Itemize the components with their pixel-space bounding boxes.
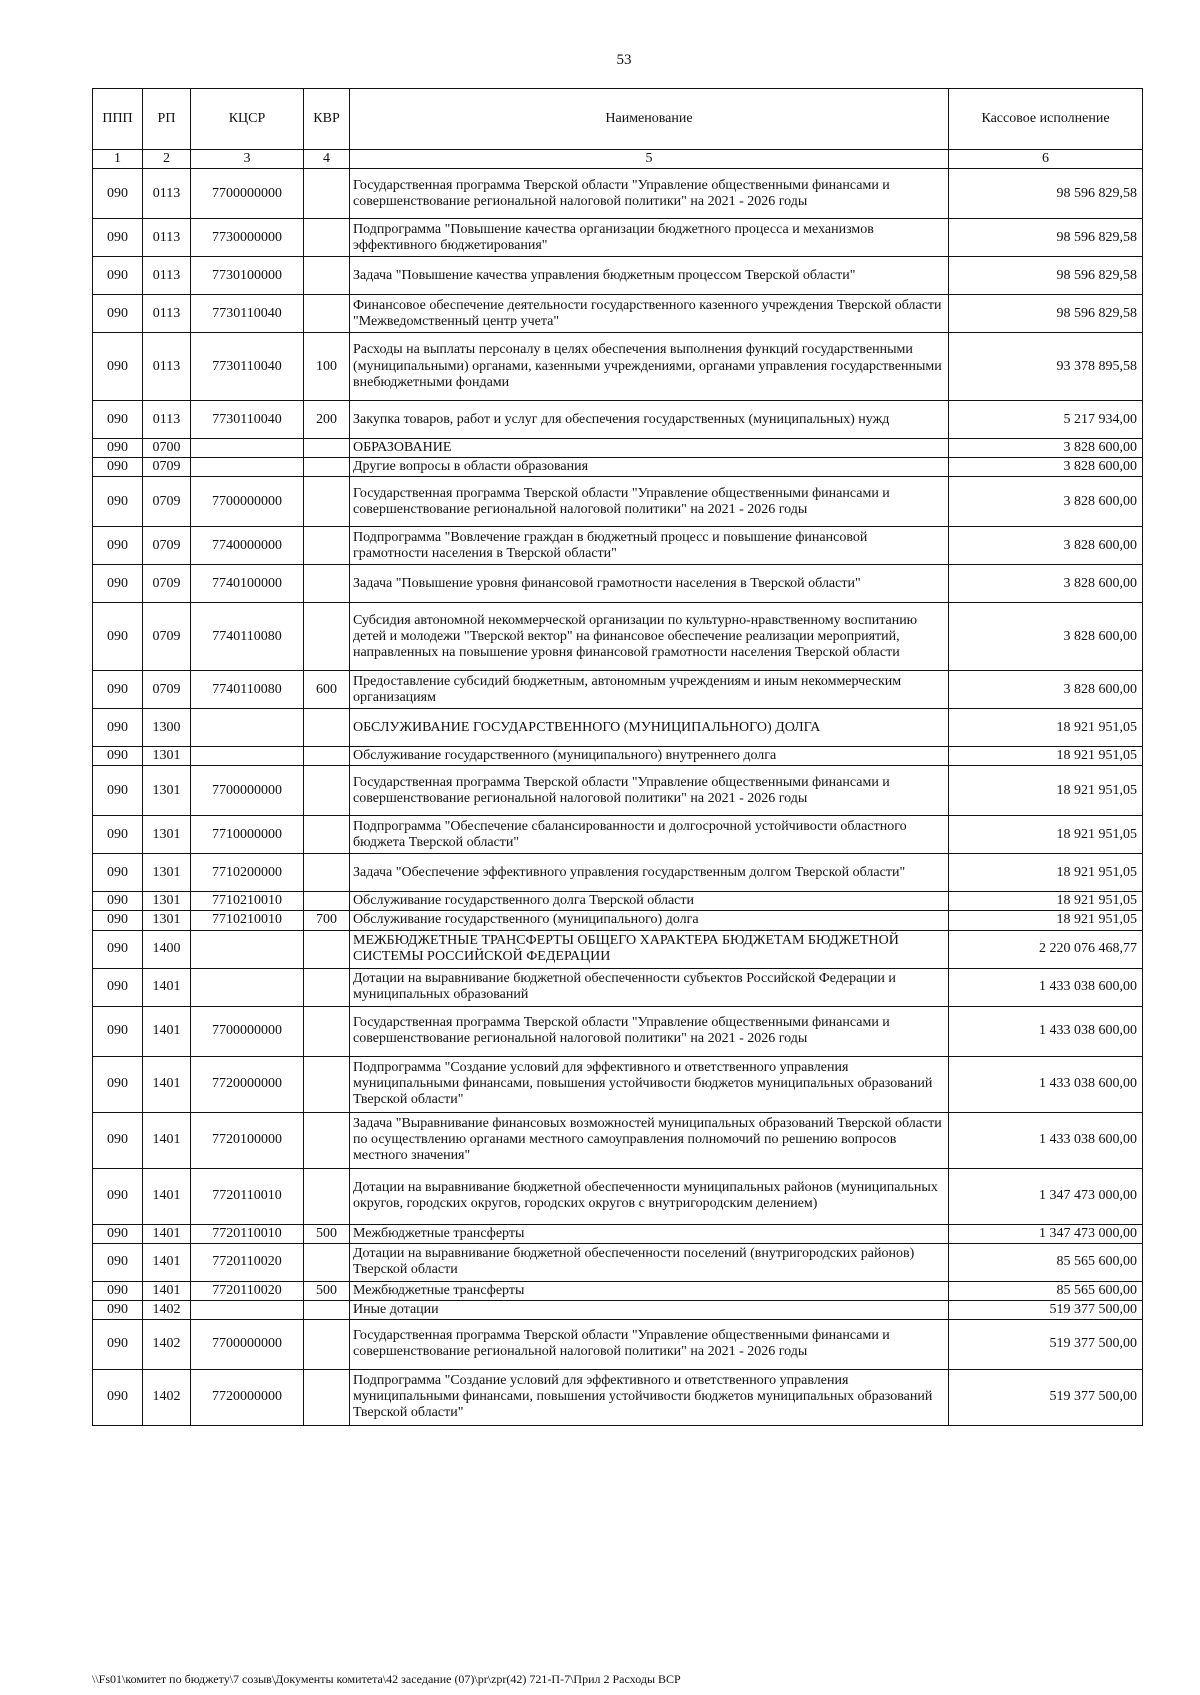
cell-ppp: 090 <box>93 747 143 766</box>
table-row <box>93 1300 1143 1319</box>
cell-name: Государственная программа Тверской области "Управление общественными финансами и совершенствование региональной налоговой политики" на 2021 - 2026 годы <box>350 1006 949 1056</box>
cell-kvr <box>304 1168 350 1224</box>
table-body <box>93 169 1143 1426</box>
cell-ppp: 090 <box>93 477 143 527</box>
cell-kvr <box>304 295 350 333</box>
cell-kcsr <box>191 930 304 968</box>
cell-kcsr: 7720000000 <box>191 1056 304 1112</box>
table-row <box>93 295 1143 333</box>
header-kvr: КВР <box>304 89 350 150</box>
table-row <box>93 527 1143 565</box>
cell-kvr: 500 <box>304 1281 350 1300</box>
cell-amount: 85 565 600,00 <box>949 1281 1143 1300</box>
cell-name: ОБРАЗОВАНИЕ <box>350 439 949 458</box>
cell-ppp: 090 <box>93 1006 143 1056</box>
column-index: 1 <box>93 150 143 169</box>
cell-rp: 1402 <box>143 1319 191 1369</box>
cell-rp: 1401 <box>143 1056 191 1112</box>
cell-amount: 1 433 038 600,00 <box>949 1006 1143 1056</box>
cell-amount: 98 596 829,58 <box>949 219 1143 257</box>
table-row <box>93 709 1143 747</box>
table-row <box>93 565 1143 603</box>
cell-name: Межбюджетные трансферты <box>350 1224 949 1243</box>
cell-kcsr <box>191 747 304 766</box>
cell-ppp: 090 <box>93 257 143 295</box>
cell-kvr <box>304 766 350 816</box>
table-row <box>93 458 1143 477</box>
cell-kcsr <box>191 1300 304 1319</box>
table-row <box>93 603 1143 671</box>
table-row <box>93 1112 1143 1168</box>
cell-amount: 519 377 500,00 <box>949 1319 1143 1369</box>
cell-name: МЕЖБЮДЖЕТНЫЕ ТРАНСФЕРТЫ ОБЩЕГО ХАРАКТЕРА БЮДЖЕТАМ БЮДЖЕТНОЙ СИСТЕМЫ РОССИЙСКОЙ ФЕДЕРАЦИИ <box>350 930 949 968</box>
cell-ppp: 090 <box>93 439 143 458</box>
cell-rp: 0709 <box>143 458 191 477</box>
cell-amount: 1 433 038 600,00 <box>949 1112 1143 1168</box>
table-row <box>93 219 1143 257</box>
cell-kvr <box>304 816 350 854</box>
cell-amount: 18 921 951,05 <box>949 911 1143 930</box>
cell-kvr <box>304 930 350 968</box>
cell-amount: 519 377 500,00 <box>949 1369 1143 1425</box>
cell-amount: 1 433 038 600,00 <box>949 1056 1143 1112</box>
cell-kcsr: 7740100000 <box>191 565 304 603</box>
cell-ppp: 090 <box>93 892 143 911</box>
cell-name: Межбюджетные трансферты <box>350 1281 949 1300</box>
table-row <box>93 1224 1143 1243</box>
table-row <box>93 911 1143 930</box>
cell-kcsr: 7720110020 <box>191 1281 304 1300</box>
cell-amount: 85 565 600,00 <box>949 1243 1143 1281</box>
cell-rp: 1301 <box>143 747 191 766</box>
cell-name: Подпрограмма "Создание условий для эффективного и ответственного управления муниципальными финансами, повышения устойчивости бюджетов муниципальных образований Тверской области" <box>350 1369 949 1425</box>
cell-ppp: 090 <box>93 671 143 709</box>
cell-amount: 3 828 600,00 <box>949 603 1143 671</box>
cell-kcsr: 7700000000 <box>191 477 304 527</box>
header-name: Наименование <box>350 89 949 150</box>
cell-kcsr <box>191 709 304 747</box>
table-row <box>93 968 1143 1006</box>
cell-ppp: 090 <box>93 1369 143 1425</box>
cell-kvr: 700 <box>304 911 350 930</box>
cell-name: Обслуживание государственного долга Тверской области <box>350 892 949 911</box>
cell-kcsr: 7720000000 <box>191 1369 304 1425</box>
cell-kcsr: 7700000000 <box>191 1006 304 1056</box>
cell-rp: 1301 <box>143 766 191 816</box>
cell-ppp: 090 <box>93 333 143 401</box>
table-row <box>93 1168 1143 1224</box>
cell-kcsr: 7720110010 <box>191 1168 304 1224</box>
cell-kcsr: 7720110010 <box>191 1224 304 1243</box>
cell-ppp: 090 <box>93 401 143 439</box>
cell-ppp: 090 <box>93 1281 143 1300</box>
budget-table <box>92 88 1143 1426</box>
cell-amount: 3 828 600,00 <box>949 565 1143 603</box>
cell-rp: 1402 <box>143 1369 191 1425</box>
cell-amount: 98 596 829,58 <box>949 295 1143 333</box>
cell-name: Дотации на выравнивание бюджетной обеспеченности субъектов Российской Федерации и муниципальных образований <box>350 968 949 1006</box>
cell-ppp: 090 <box>93 219 143 257</box>
table-row <box>93 1369 1143 1425</box>
cell-amount: 18 921 951,05 <box>949 816 1143 854</box>
cell-rp: 0113 <box>143 333 191 401</box>
cell-amount: 93 378 895,58 <box>949 333 1143 401</box>
cell-kcsr <box>191 458 304 477</box>
cell-kvr <box>304 747 350 766</box>
cell-rp: 1402 <box>143 1300 191 1319</box>
cell-rp: 1301 <box>143 911 191 930</box>
cell-rp: 1401 <box>143 1168 191 1224</box>
cell-kcsr: 7700000000 <box>191 766 304 816</box>
cell-rp: 0709 <box>143 527 191 565</box>
cell-ppp: 090 <box>93 1243 143 1281</box>
column-index: 4 <box>304 150 350 169</box>
cell-kvr <box>304 1319 350 1369</box>
cell-kcsr <box>191 968 304 1006</box>
cell-name: Обслуживание государственного (муниципального) долга <box>350 911 949 930</box>
table-row <box>93 1243 1143 1281</box>
cell-name: Субсидия автономной некоммерческой организации по культурно-нравственному воспитанию детей и молодежи "Тверской вектор" на финансовое обеспечение реализации мероприятий, направленных на повышение уровня финансовой грамотности населения Тверской области <box>350 603 949 671</box>
cell-kvr <box>304 565 350 603</box>
cell-rp: 0700 <box>143 439 191 458</box>
cell-name: Задача "Выравнивание финансовых возможностей муниципальных образований Тверской области по осуществлению органами местного самоуправления полномочий по решению вопросов местного значения" <box>350 1112 949 1168</box>
cell-kvr <box>304 1300 350 1319</box>
cell-kcsr: 7710200000 <box>191 854 304 892</box>
cell-rp: 0113 <box>143 257 191 295</box>
cell-name: Закупка товаров, работ и услуг для обеспечения государственных (муниципальных) нужд <box>350 401 949 439</box>
cell-amount: 3 828 600,00 <box>949 477 1143 527</box>
table-row <box>93 816 1143 854</box>
cell-name: Государственная программа Тверской области "Управление общественными финансами и совершенствование региональной налоговой политики" на 2021 - 2026 годы <box>350 766 949 816</box>
cell-kcsr: 7720110020 <box>191 1243 304 1281</box>
cell-ppp: 090 <box>93 709 143 747</box>
cell-amount: 3 828 600,00 <box>949 671 1143 709</box>
column-index: 6 <box>949 150 1143 169</box>
cell-ppp: 090 <box>93 816 143 854</box>
cell-ppp: 090 <box>93 1168 143 1224</box>
cell-kcsr: 7730000000 <box>191 219 304 257</box>
cell-rp: 0709 <box>143 603 191 671</box>
cell-name: Государственная программа Тверской области "Управление общественными финансами и совершенствование региональной налоговой политики" на 2021 - 2026 годы <box>350 169 949 219</box>
cell-kcsr: 7700000000 <box>191 169 304 219</box>
cell-kcsr: 7730110040 <box>191 401 304 439</box>
cell-kvr <box>304 892 350 911</box>
cell-kcsr: 7740110080 <box>191 671 304 709</box>
cell-name: Государственная программа Тверской области "Управление общественными финансами и совершенствование региональной налоговой политики" на 2021 - 2026 годы <box>350 477 949 527</box>
cell-name: Подпрограмма "Обеспечение сбалансированности и долгосрочной устойчивости областного бюджета Тверской области" <box>350 816 949 854</box>
cell-amount: 18 921 951,05 <box>949 766 1143 816</box>
table-row <box>93 1006 1143 1056</box>
table-row <box>93 1056 1143 1112</box>
cell-rp: 0709 <box>143 671 191 709</box>
cell-kvr <box>304 603 350 671</box>
cell-amount: 3 828 600,00 <box>949 458 1143 477</box>
cell-name: Предоставление субсидий бюджетным, автономным учреждениям и иным некоммерческим организациям <box>350 671 949 709</box>
cell-name: Подпрограмма "Создание условий для эффективного и ответственного управления муниципальными финансами, повышения устойчивости бюджетов муниципальных образований Тверской области" <box>350 1056 949 1112</box>
cell-amount: 18 921 951,05 <box>949 709 1143 747</box>
cell-kvr: 200 <box>304 401 350 439</box>
cell-rp: 0709 <box>143 477 191 527</box>
cell-kcsr: 7740110080 <box>191 603 304 671</box>
cell-ppp: 090 <box>93 1319 143 1369</box>
cell-kcsr: 7730100000 <box>191 257 304 295</box>
table-row <box>93 169 1143 219</box>
table-row <box>93 671 1143 709</box>
cell-rp: 0113 <box>143 295 191 333</box>
cell-kcsr: 7710210010 <box>191 892 304 911</box>
cell-kvr <box>304 527 350 565</box>
cell-name: Подпрограмма "Повышение качества организации бюджетного процесса и механизмов эффективного бюджетирования" <box>350 219 949 257</box>
cell-kvr <box>304 1056 350 1112</box>
header-ppp: ППП <box>93 89 143 150</box>
cell-kvr <box>304 1369 350 1425</box>
cell-kcsr: 7710000000 <box>191 816 304 854</box>
cell-rp: 0113 <box>143 401 191 439</box>
cell-ppp: 090 <box>93 930 143 968</box>
table-row <box>93 477 1143 527</box>
cell-kcsr: 7700000000 <box>191 1319 304 1369</box>
cell-kvr <box>304 854 350 892</box>
cell-rp: 0709 <box>143 565 191 603</box>
cell-rp: 1400 <box>143 930 191 968</box>
cell-ppp: 090 <box>93 1224 143 1243</box>
column-index: 3 <box>191 150 304 169</box>
cell-name: Финансовое обеспечение деятельности государственного казенного учреждения Тверской области "Межведомственный центр учета" <box>350 295 949 333</box>
cell-name: Дотации на выравнивание бюджетной обеспеченности муниципальных районов (муниципальных округов, городских округов, городских округов с внутригородским делением) <box>350 1168 949 1224</box>
cell-kvr <box>304 458 350 477</box>
table-row <box>93 333 1143 401</box>
cell-ppp: 090 <box>93 1112 143 1168</box>
cell-rp: 1301 <box>143 816 191 854</box>
table-row <box>93 257 1143 295</box>
cell-rp: 1401 <box>143 1112 191 1168</box>
cell-rp: 1401 <box>143 968 191 1006</box>
cell-kvr <box>304 1243 350 1281</box>
table-row <box>93 892 1143 911</box>
cell-name: Задача "Повышение качества управления бюджетным процессом Тверской области" <box>350 257 949 295</box>
table-row <box>93 854 1143 892</box>
cell-name: ОБСЛУЖИВАНИЕ ГОСУДАРСТВЕННОГО (МУНИЦИПАЛЬНОГО) ДОЛГА <box>350 709 949 747</box>
table-row <box>93 930 1143 968</box>
header-rp: РП <box>143 89 191 150</box>
header-kcsr: КЦСР <box>191 89 304 150</box>
cell-rp: 1301 <box>143 854 191 892</box>
cell-ppp: 090 <box>93 1056 143 1112</box>
cell-ppp: 090 <box>93 854 143 892</box>
cell-amount: 3 828 600,00 <box>949 439 1143 458</box>
cell-amount: 18 921 951,05 <box>949 892 1143 911</box>
cell-rp: 0113 <box>143 169 191 219</box>
page-number: 53 <box>616 52 632 68</box>
cell-amount: 18 921 951,05 <box>949 854 1143 892</box>
cell-rp: 1401 <box>143 1224 191 1243</box>
cell-rp: 1401 <box>143 1006 191 1056</box>
cell-name: Другие вопросы в области образования <box>350 458 949 477</box>
cell-rp: 1300 <box>143 709 191 747</box>
cell-ppp: 090 <box>93 911 143 930</box>
cell-kvr <box>304 709 350 747</box>
cell-amount: 18 921 951,05 <box>949 747 1143 766</box>
table-row <box>93 1319 1143 1369</box>
cell-kcsr: 7730110040 <box>191 333 304 401</box>
cell-amount: 3 828 600,00 <box>949 527 1143 565</box>
cell-ppp: 090 <box>93 968 143 1006</box>
cell-kvr <box>304 968 350 1006</box>
table-header-row <box>93 89 1143 150</box>
cell-kvr <box>304 219 350 257</box>
cell-ppp: 090 <box>93 565 143 603</box>
cell-name: Обслуживание государственного (муниципального) внутреннего долга <box>350 747 949 766</box>
column-index-row <box>93 150 1143 169</box>
cell-amount: 98 596 829,58 <box>949 257 1143 295</box>
cell-kvr <box>304 1006 350 1056</box>
table-row <box>93 401 1143 439</box>
table-row <box>93 439 1143 458</box>
cell-name: Государственная программа Тверской области "Управление общественными финансами и совершенствование региональной налоговой политики" на 2021 - 2026 годы <box>350 1319 949 1369</box>
cell-kcsr <box>191 439 304 458</box>
cell-kvr <box>304 257 350 295</box>
cell-rp: 1301 <box>143 892 191 911</box>
file-path-footer: \\Fs01\комитет по бюджету\7 созыв\Документы комитета\42 заседание (07)\pr\zpr(42) 721-П-7\Прил 2 Расходы ВСР <box>92 1672 681 1686</box>
cell-amount: 5 217 934,00 <box>949 401 1143 439</box>
cell-ppp: 090 <box>93 458 143 477</box>
cell-name: Задача "Обеспечение эффективного управления государственным долгом Тверской области" <box>350 854 949 892</box>
cell-kvr <box>304 477 350 527</box>
cell-amount: 1 347 473 000,00 <box>949 1224 1143 1243</box>
cell-kcsr: 7720100000 <box>191 1112 304 1168</box>
cell-kcsr: 7710210010 <box>191 911 304 930</box>
cell-amount: 1 433 038 600,00 <box>949 968 1143 1006</box>
cell-rp: 1401 <box>143 1243 191 1281</box>
table-row <box>93 747 1143 766</box>
column-index: 5 <box>350 150 949 169</box>
cell-ppp: 090 <box>93 527 143 565</box>
cell-kvr: 100 <box>304 333 350 401</box>
cell-kvr <box>304 1112 350 1168</box>
cell-amount: 519 377 500,00 <box>949 1300 1143 1319</box>
cell-rp: 1401 <box>143 1281 191 1300</box>
cell-ppp: 090 <box>93 766 143 816</box>
cell-amount: 1 347 473 000,00 <box>949 1168 1143 1224</box>
cell-kvr <box>304 169 350 219</box>
header-amount: Кассовое исполнение <box>949 89 1143 150</box>
column-index: 2 <box>143 150 191 169</box>
cell-ppp: 090 <box>93 295 143 333</box>
cell-kvr: 500 <box>304 1224 350 1243</box>
cell-name: Подпрограмма "Вовлечение граждан в бюджетный процесс и повышение финансовой грамотности населения в Тверской области" <box>350 527 949 565</box>
cell-ppp: 090 <box>93 1300 143 1319</box>
cell-ppp: 090 <box>93 603 143 671</box>
cell-kcsr: 7730110040 <box>191 295 304 333</box>
cell-kcsr: 7740000000 <box>191 527 304 565</box>
table-row <box>93 766 1143 816</box>
cell-ppp: 090 <box>93 169 143 219</box>
cell-name: Дотации на выравнивание бюджетной обеспеченности поселений (внутригородских районов) Тверской области <box>350 1243 949 1281</box>
cell-rp: 0113 <box>143 219 191 257</box>
cell-amount: 2 220 076 468,77 <box>949 930 1143 968</box>
cell-kvr: 600 <box>304 671 350 709</box>
cell-name: Иные дотации <box>350 1300 949 1319</box>
cell-amount: 98 596 829,58 <box>949 169 1143 219</box>
cell-kvr <box>304 439 350 458</box>
table-row <box>93 1281 1143 1300</box>
cell-name: Задача "Повышение уровня финансовой грамотности населения в Тверской области" <box>350 565 949 603</box>
cell-name: Расходы на выплаты персоналу в целях обеспечения выполнения функций государственными (муниципальными) органами, казенными учреждениями, органами управления государственными внебюджетными фондами <box>350 333 949 401</box>
